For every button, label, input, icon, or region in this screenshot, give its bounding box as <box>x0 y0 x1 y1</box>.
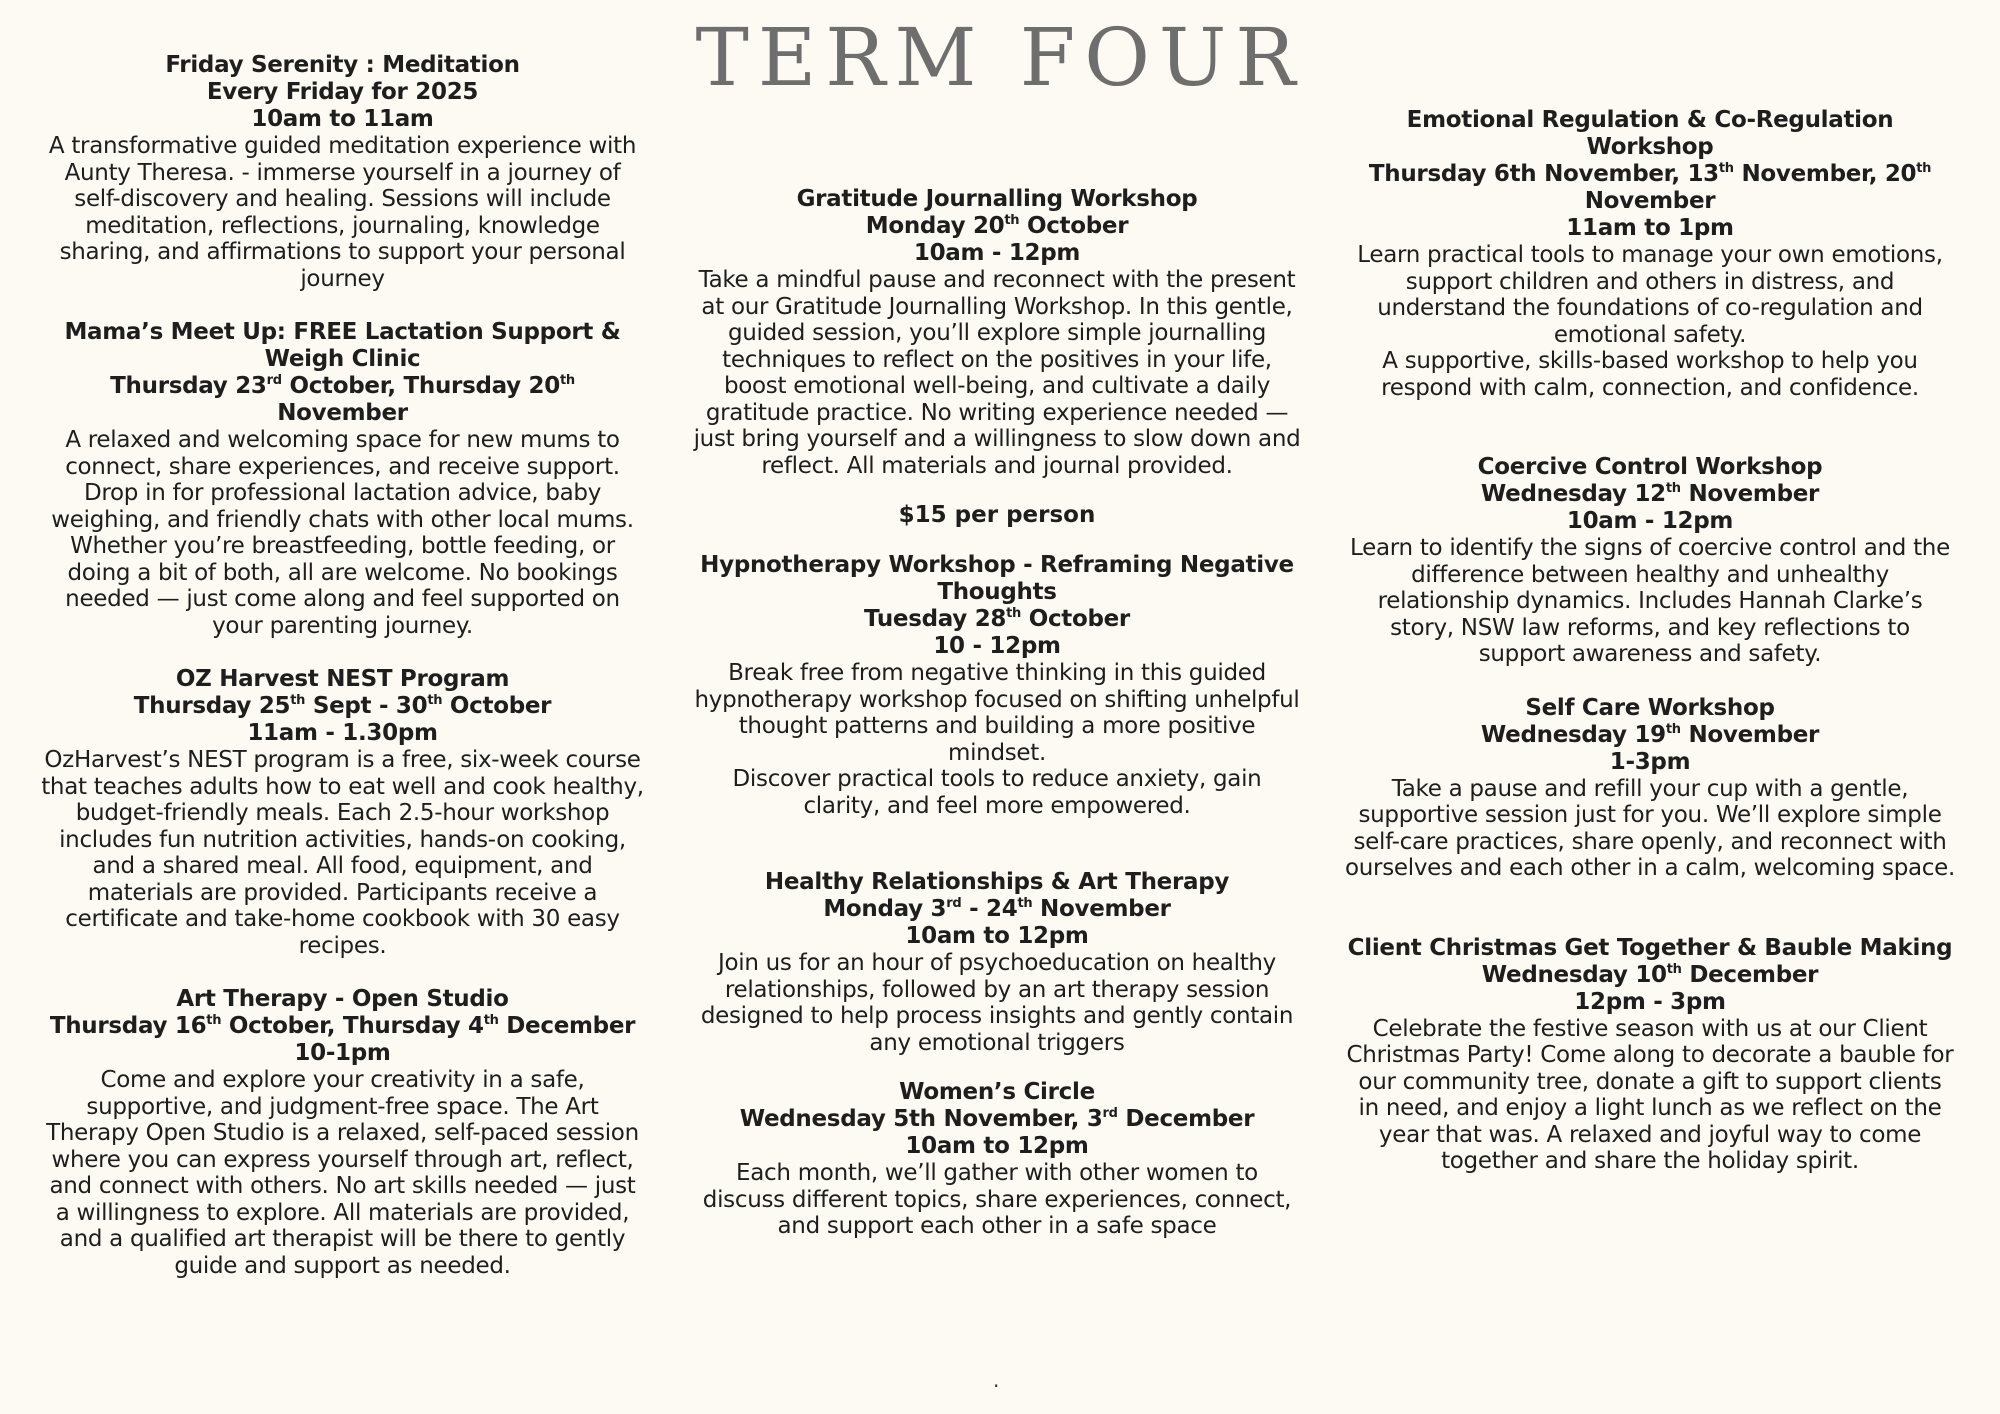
event-healthy-relationships <box>692 869 1302 1056</box>
event-dates: Thursday 23rd October, Thursday 20th November <box>110 373 575 426</box>
event-name: Women’s Circle <box>899 1079 1095 1105</box>
event-art-therapy-open-studio <box>40 986 645 1279</box>
event-description: Break free from negative thinking in this guided hypnotherapy workshop focused on shifting unhelpful thought patterns and building a more positive mindset. <box>694 660 1300 766</box>
page-title: TERM FOUR <box>695 11 1305 104</box>
event-time: 10 - 12pm <box>933 633 1061 659</box>
event-dates: Wednesday 19th November <box>1480 721 1820 748</box>
event-name: Healthy Relationships & Art Therapy <box>764 869 1230 895</box>
footer-dot: . <box>993 1368 1000 1392</box>
event-time: 10am - 12pm <box>913 240 1081 266</box>
event-description: Take a pause and refill your cup with a gentle, supportive session just for you. We’ll explore simple self-care practices, share openly, and reconnect with ourselves and each other in a calm, welcoming space. <box>1345 775 1956 881</box>
event-dates: Wednesday 5th November, 3rd December <box>739 1106 1255 1132</box>
middle-column <box>692 186 1302 1240</box>
event-friday-serenity <box>40 52 645 292</box>
event-self-care <box>1345 695 1955 882</box>
event-client-christmas <box>1345 935 1955 1175</box>
event-dates: Wednesday 12th November <box>1480 481 1820 507</box>
event-description: Learn practical tools to manage your own emotions, support children and others in distress, and understand the foundations of co-regulation and emotional safety. <box>1357 242 1943 348</box>
event-name: Gratitude Journalling Workshop <box>796 186 1198 212</box>
event-mamas-meet-up <box>40 319 645 639</box>
event-time: 11am to 1pm <box>1566 215 1734 241</box>
event-oz-harvest-nest <box>40 666 645 959</box>
event-description: Each month, we’ll gather with other women to discuss different topics, share experiences, connect, and support each other in a safe space <box>702 1160 1292 1239</box>
event-name: Self Care Workshop <box>1525 694 1775 721</box>
event-time: 10am to 12pm <box>905 1133 1089 1159</box>
event-description-extra: A supportive, skills-based workshop to help you respond with calm, connection, and confidence. <box>1381 348 1919 401</box>
event-name: Emotional Regulation & Co-Regulation Workshop <box>1406 107 1894 160</box>
event-time: 10-1pm <box>294 1040 391 1066</box>
event-description: A relaxed and welcoming space for new mums to connect, share experiences, and receive support. Drop in for professional lactation advice, baby weighing, and friendly chats with other local mums. Whether you’re breastfeeding, bottle feeding, or doing a bit of both, all are welcome. No bookings needed — just come along and feel supported on your parenting journey. <box>51 427 634 639</box>
event-name: OZ Harvest NEST Program <box>175 666 510 692</box>
event-description: A transformative guided meditation experience with Aunty Theresa. - immerse yourself in a journey of self-discovery and healing. Sessions will include meditation, reflections, journaling, knowledge sharing, and affirmations to support your personal journey <box>48 133 637 292</box>
event-description: Learn to identify the signs of coercive control and the difference between healthy and unhealthy relationship dynamics. Includes Hannah Clarke’s story, NSW law reforms, and key reflections to support awareness and safety. <box>1350 535 1950 667</box>
event-name: Mama’s Meet Up: FREE Lactation Support & Weigh Clinic <box>64 319 621 372</box>
event-name: Client Christmas Get Together & Bauble Making <box>1347 934 1953 961</box>
event-gratitude-journalling <box>692 186 1302 529</box>
event-schedule: Every Friday for 2025 <box>206 79 479 105</box>
event-emotional-regulation <box>1345 107 1955 401</box>
event-time: 11am - 1.30pm <box>247 720 438 746</box>
event-time: 10am to 12pm <box>905 923 1089 949</box>
event-time: 10am to 11am <box>251 106 434 132</box>
event-coercive-control <box>1345 454 1955 668</box>
event-womens-circle <box>692 1079 1302 1240</box>
event-description: Take a mindful pause and reconnect with the present at our Gratitude Journalling Workshop. In this gentle, guided session, you’ll explore simple journalling techniques to reflect on the positives in your life, boost emotional well-being, and cultivate a daily gratitude practice. No writing experience needed — just bring yourself and a willingness to slow down and reflect. All materials and journal provided. <box>693 267 1301 479</box>
event-time: 1-3pm <box>1609 748 1691 775</box>
event-description: Join us for an hour of psychoeducation on healthy relationships, followed by an art therapy session designed to help process insights and gently contain any emotional triggers <box>700 950 1294 1056</box>
event-name: Coercive Control Workshop <box>1477 454 1823 480</box>
event-hypnotherapy-workshop <box>692 552 1302 819</box>
event-name: Art Therapy - Open Studio <box>176 986 509 1012</box>
event-dates: Thursday 25th Sept - 30th October <box>133 693 552 719</box>
event-dates: Wednesday 10th December <box>1481 961 1819 988</box>
event-time: 12pm - 3pm <box>1574 988 1726 1015</box>
event-description: OzHarvest’s NEST program is a free, six-week course that teaches adults how to eat well and cook healthy, budget-friendly meals. Each 2.5-hour workshop includes fun nutrition activities, hands-on cooking, and a shared meal. All food, equipment, and materials are provided. Participants receive a certificate and take-home cookbook with 30 easy recipes. <box>41 747 644 959</box>
event-dates: Monday 20th October <box>865 213 1129 239</box>
event-price: $15 per person <box>898 502 1096 528</box>
event-description-extra: Discover practical tools to reduce anxiety, gain clarity, and feel more empowered. <box>732 766 1262 819</box>
event-description: Come and explore your creativity in a safe, supportive, and judgment-free space. The Art Therapy Open Studio is a relaxed, self-paced session where you can express yourself through art, reflect, and connect with others. No art skills needed — just a willingness to explore. All materials are provided, and a qualified art therapist will be there to gently guide and support as needed. <box>46 1067 639 1279</box>
left-column <box>40 52 645 1279</box>
event-dates: Thursday 6th November, 13th November, 20th November <box>1368 161 1932 214</box>
event-description: Celebrate the festive season with us at our Client Christmas Party! Come along to decorate a bauble for our community tree, donate a gift to support clients in need, and enjoy a light lunch as we reflect on the year that was. A relaxed and joyful way to come together and share the holiday spirit. <box>1346 1015 1954 1174</box>
event-dates: Thursday 16th October, Thursday 4th December <box>49 1013 636 1039</box>
event-dates: Tuesday 28th October <box>864 606 1130 632</box>
event-name: Hypnotherapy Workshop - Reframing Negative Thoughts <box>700 552 1294 605</box>
event-dates: Monday 3rd - 24th November <box>823 896 1171 922</box>
event-name: Friday Serenity : Meditation <box>165 52 520 78</box>
event-time: 10am - 12pm <box>1566 508 1734 534</box>
right-column <box>1345 107 1955 1175</box>
